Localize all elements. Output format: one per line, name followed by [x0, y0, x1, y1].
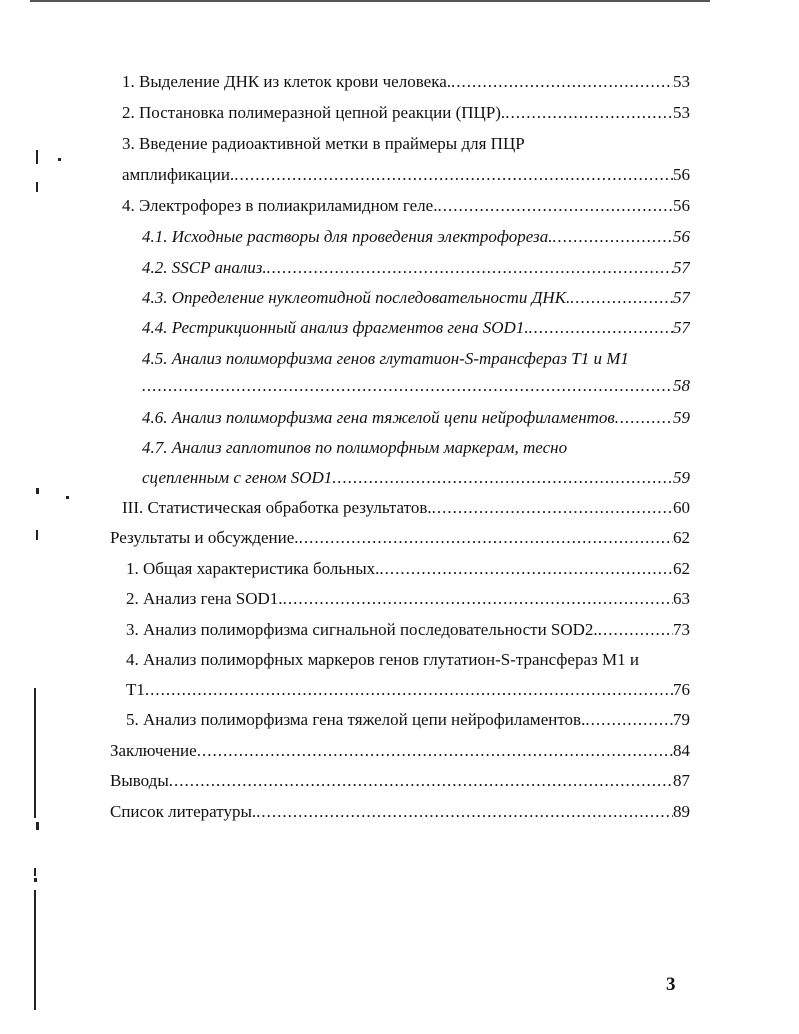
scan-mark: [36, 488, 39, 494]
scan-mark: [34, 878, 37, 882]
toc-entry: 4.5. Анализ полиморфизма генов глутатион-S-трансфераз T1 и M1: [142, 349, 629, 368]
toc-entry: Результаты и обсуждение. ..... 62: [110, 526, 690, 550]
toc-entry: 3. Введение радиоактивной метки в праймеры для ПЦР: [122, 134, 525, 153]
scan-mark: [36, 182, 38, 192]
toc-entry: III. Статистическая обработка результатов. ..... 60: [122, 496, 690, 520]
scan-mark: [36, 822, 39, 830]
top-rule: [30, 0, 710, 2]
toc-entry: 4.4. Рестрикционный анализ фрагментов гена SOD1. ..... 57: [142, 316, 690, 340]
scan-mark: [34, 890, 36, 1010]
toc-entry: ..... 58: [142, 374, 690, 398]
scan-mark: [34, 868, 36, 876]
toc-entry: Заключение ..... 84: [110, 739, 690, 763]
toc-entry: 4. Электрофорез в полиакриламидном геле. ..... 56: [122, 194, 690, 218]
toc-entry: 1. Общая характеристика больных. ..... 62: [126, 557, 690, 581]
toc-entry: 4.2. SSCP анализ. ..... 57: [142, 256, 690, 280]
scan-mark: [36, 530, 38, 540]
toc-entry: 5. Анализ полиморфизма гена тяжелой цепи нейрофиламентов. ..... 79: [126, 708, 690, 732]
toc-entry: 2. Анализ гена SOD1. ..... 63: [126, 587, 690, 611]
toc-entry: T1 ..... 76: [126, 678, 690, 702]
scan-mark: [58, 158, 61, 161]
toc-entry: 3. Анализ полиморфизма сигнальной последовательности SOD2. ..... 73: [126, 618, 690, 642]
page-number: 3: [666, 974, 676, 995]
toc-entry: 1. Выделение ДНК из клеток крови человека. ..... 53: [122, 70, 690, 94]
toc-entry: 4.7. Анализ гаплотипов по полиморфным маркерам, тесно: [142, 438, 568, 457]
toc-entry: 4.6. Анализ полиморфизма гена тяжелой цепи нейрофиламентов ..... 59: [142, 406, 690, 430]
toc-entry: 4. Анализ полиморфных маркеров генов глутатион-S-трансфераз M1 и: [126, 650, 639, 669]
toc-entry: Выводы ..... 87: [110, 769, 690, 793]
scan-mark: [66, 496, 69, 499]
scan-mark: [34, 688, 36, 818]
toc-entry: 4.1. Исходные растворы для проведения электрофореза. ..... 56: [142, 225, 690, 249]
toc-entry: 2. Постановка полимеразной цепной реакции (ПЦР). ..... 53: [122, 101, 690, 125]
toc-entry: Список литературы. ..... 89: [110, 800, 690, 824]
toc-entry: амплификации. ..... 56: [122, 163, 690, 187]
toc-entry: сцепленным с геном SOD1 ..... 59: [142, 466, 690, 490]
toc-entry: 4.3. Определение нуклеотидной последовательности ДНК. ..... 57: [142, 286, 690, 310]
scan-mark: [36, 150, 38, 164]
